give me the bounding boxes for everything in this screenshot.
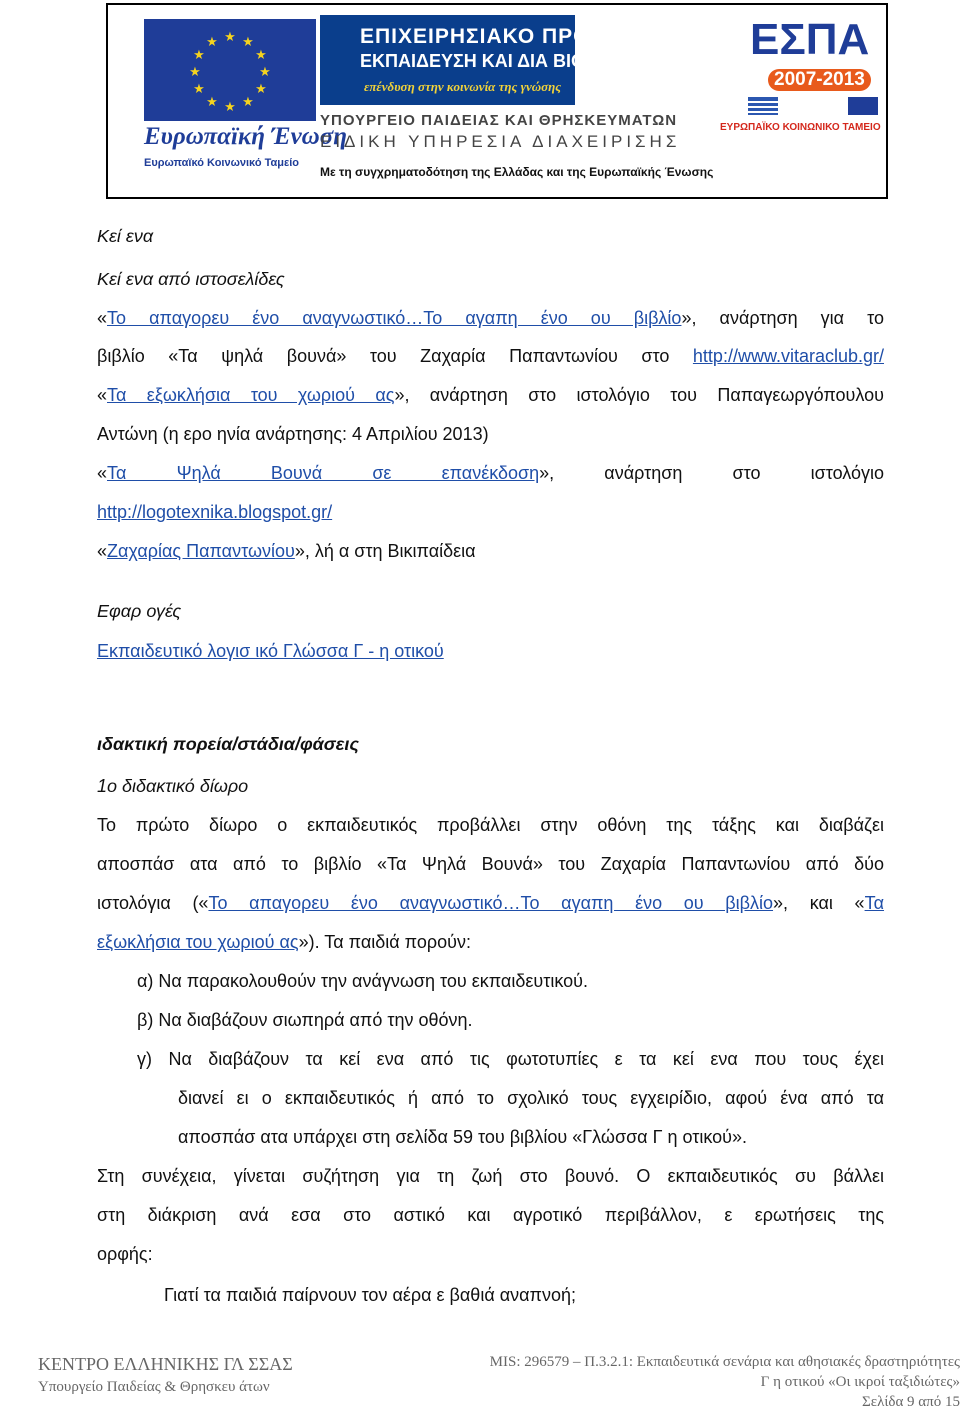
eu-subtitle: Ευρωπαϊκό Κοινωνικό Ταμείο xyxy=(144,157,299,169)
paragraph-line xyxy=(97,931,471,953)
quote-open: « xyxy=(97,541,108,561)
link-forbidden-reader[interactable]: Το απαγορευ ένο αναγνωστικό…Το αγαπη ένο ου βιβλίο xyxy=(107,308,682,328)
program-title: ΕΠΙΧΕΙΡΗΣΙΑΚΟ ΠΡΟΓΡΑΜΜΑ xyxy=(360,25,687,48)
program-subtitle: ΕΚΠΑΙΔΕΥΣΗ ΚΑΙ ΔΙΑ ΒΙΟΥ ΜΑΘΗΣΗ xyxy=(360,51,680,71)
section-heading-route: ιδακτική πορεία/στάδια/φάσεις xyxy=(97,734,359,754)
svg-text:★: ★ xyxy=(193,82,205,97)
svg-text:★: ★ xyxy=(255,82,267,97)
service-name: ΕΙΔΙΚΗ ΥΠΗΡΕΣΙΑ ΔΙΑΧΕΙΡΙΣΗΣ xyxy=(320,132,681,151)
flags-icon xyxy=(748,95,878,117)
eu-flag-logo xyxy=(144,19,316,121)
subheading-apps: Εφαρ ογές xyxy=(97,601,182,621)
subheading-websites: Κεί ενα από ιστοσελίδες xyxy=(97,269,285,289)
svg-text:★: ★ xyxy=(206,95,218,110)
svg-text:★: ★ xyxy=(193,48,205,63)
quote-open: « xyxy=(97,308,108,328)
link-wikipedia[interactable]: Ζαχαρίας Παπαντωνίου xyxy=(107,541,295,561)
ref-line-7 xyxy=(97,540,476,562)
link-educational-software[interactable]: Εκπαιδευτικό λογισ ικό Γλώσσα Γ - η οτικού xyxy=(97,641,444,661)
quote-open: « xyxy=(97,463,108,483)
svg-text:★: ★ xyxy=(224,100,236,115)
footer-scenario-title: Γ η οτικού «Οι ικροί ταξιδιώτες» xyxy=(760,1374,960,1390)
svg-text:★: ★ xyxy=(242,95,254,110)
link-logotexnika[interactable]: http://logotexnika.blogspot.gr/ xyxy=(97,502,333,522)
section-heading-texts: Κεί ενα xyxy=(97,226,154,246)
ref-text: », ανάρτηση στο ιστολόγιο xyxy=(539,463,884,483)
ref-line-2 xyxy=(97,345,884,367)
ministry-name: ΥΠΟΥΡΓΕΙΟ ΠΑΙΔΕΙΑΣ ΚΑΙ ΘΡΗΣΚΕΥΜΑΤΩΝ xyxy=(320,112,678,129)
paragraph-line: ορφής: xyxy=(97,1244,153,1264)
ref-line-3 xyxy=(97,384,884,406)
quote-open: « xyxy=(97,385,108,405)
svg-text:★: ★ xyxy=(259,65,271,80)
subheading-period-1: 1ο διδακτικό δίωρο xyxy=(97,776,249,796)
ref-text: », ανάρτηση στο ιστολόγιο του Παπαγεωργόπουλου xyxy=(394,385,884,405)
paragraph-text: »). Τα παιδιά πορούν: xyxy=(298,932,471,952)
svg-text:★: ★ xyxy=(224,30,236,45)
espa-logo: ΕΣΠΑ xyxy=(750,15,870,64)
paragraph-text: », και « xyxy=(773,893,865,913)
list-item-b: β) Να διαβάζουν σιωπηρά από την οθόνη. xyxy=(137,1010,473,1030)
header-banner xyxy=(106,3,888,199)
paragraph-line: στη διάκριση ανά εσα στο αστικό και αγροτικό περιβάλλον, ε ερωτήσεις της xyxy=(97,1205,884,1225)
footer-page-number: Σελίδα 9 από 15 xyxy=(862,1394,960,1410)
paragraph-line: Στη συνέχεια, γίνεται συζήτηση για τη ζωή στο βουνό. Ο εκπαιδευτικός συ βάλλει xyxy=(97,1166,884,1186)
list-item-a: α) Να παρακολουθούν την ανάγνωση του εκπαιδευτικού. xyxy=(137,971,588,991)
list-item-c: γ) Να διαβάζουν τα κεί ενα από τις φωτοτυπίες ε τα κεί ενα που τους έχει xyxy=(137,1049,884,1069)
list-item-c-cont: διανεί ει ο εκπαιδευτικός ή από το σχολικό τους εγχειρίδιο, αφού ένα από τα xyxy=(178,1088,884,1108)
link-vitaraclub[interactable]: http://www.vitaraclub.gr/ xyxy=(692,346,884,366)
paragraph-line: Το πρώτο δίωρο ο εκπαιδευτικός προβάλλει στην οθόνη της τάξης και διαβάζει xyxy=(97,815,884,835)
svg-text:★: ★ xyxy=(255,48,267,63)
link-chapels-2a[interactable]: Τα xyxy=(864,893,885,913)
ref-line-4: Αντώνη (η ερο ηνία ανάρτησης: 4 Απριλίου 2013) xyxy=(97,424,489,444)
link-chapels[interactable]: Τα εξωκλήσια του χωριού ας xyxy=(107,385,395,405)
paragraph-line xyxy=(97,892,884,914)
cofunding-note: Με τη συγχρηματοδότηση της Ελλάδας και της Ευρωπαϊκής Ένωσης xyxy=(320,165,714,179)
list-item-c-cont: αποσπάσ ατα υπάρχει στη σελίδα 59 του βιβλίου «Γλώσσα Γ η οτικού». xyxy=(178,1127,748,1147)
esf-label: ΕΥΡΩΠΑΪΚΟ ΚΟΙΝΩΝΙΚΟ ΤΑΜΕΙΟ xyxy=(720,122,881,133)
link-reissue[interactable]: Τα Ψηλά Βουνά σε επανέκδοση xyxy=(107,463,540,483)
footer-ministry: Υπουργείο Παιδείας & Θρησκευ άτων xyxy=(38,1379,270,1395)
app-line xyxy=(97,640,444,662)
paragraph-line: αποσπάσ ατα από το βιβλίο «Τα Ψηλά Βουνά» του Ζαχαρία Παπαντωνίου από δύο xyxy=(97,854,884,874)
svg-text:★: ★ xyxy=(206,35,218,50)
link-chapels-2b[interactable]: εξωκλήσια του χωριού ας xyxy=(97,932,299,952)
ref-text: », λή α στη Βικιπαίδεια xyxy=(294,541,476,561)
eu-stars-icon xyxy=(144,19,316,121)
svg-text:★: ★ xyxy=(242,35,254,50)
footer-project-info: MIS: 296579 – Π.3.2.1: Εκπαιδευτικά σενάρια και αθησιακές δραστηριότητες xyxy=(489,1354,960,1370)
footer-center-name: ΚΕΝΤΡΟ ΕΛΛΗΝΙΚΗΣ ΓΛ ΣΣΑΣ xyxy=(38,1354,293,1374)
ref-text: βιβλίο «Τα ψηλά βουνά» του Ζαχαρία Παπαντωνίου στο xyxy=(97,346,693,366)
ref-line-6 xyxy=(97,501,332,523)
program-slogan: επένδυση στην κοινωνία της γνώσης xyxy=(364,79,562,94)
ref-text: », ανάρτηση για το xyxy=(681,308,884,328)
ref-line-1 xyxy=(97,307,884,329)
paragraph-text: ιστολόγια (« xyxy=(97,893,209,913)
link-forbidden-reader-2[interactable]: Το απαγορευ ένο αναγνωστικό…Το αγαπη ένο ου βιβλίο xyxy=(208,893,774,913)
ref-line-5 xyxy=(97,462,884,484)
svg-text:★: ★ xyxy=(189,65,201,80)
espa-years: 2007-2013 xyxy=(768,69,871,91)
eu-title: Ευρωπαϊκή Ένωση xyxy=(144,123,347,150)
question-line: Γιατί τα παιδιά παίρνουν τον αέρα ε βαθιά αναπνοή; xyxy=(164,1285,576,1305)
